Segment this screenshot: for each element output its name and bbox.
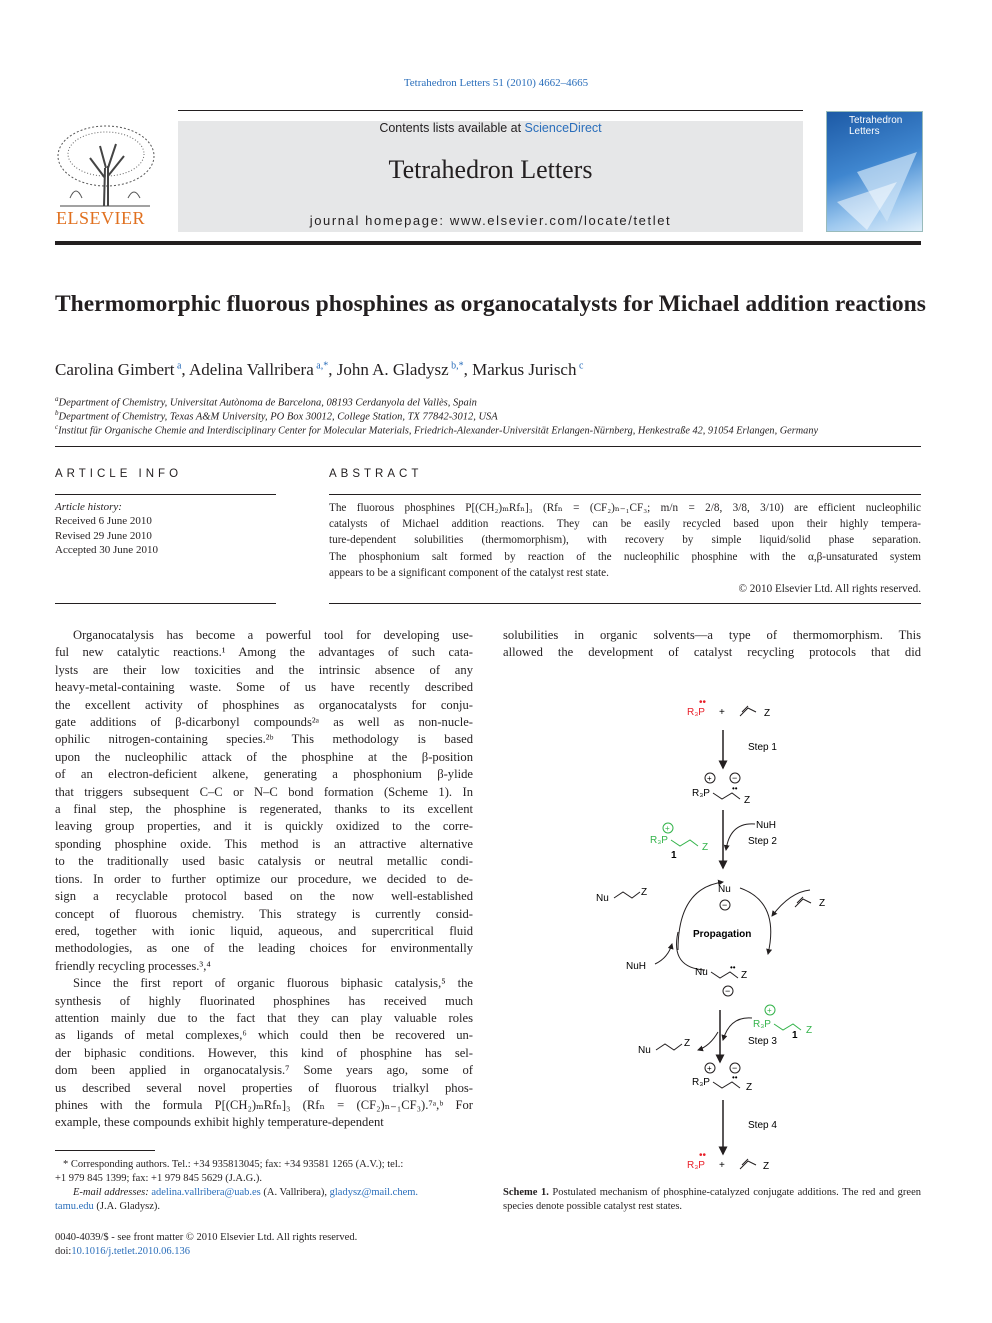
zwitterion-z: Z	[744, 795, 751, 806]
body-line: that triggers subsequent C–C or N–C bond formation (Scheme 1). In	[55, 784, 473, 799]
abstract-bottom-rule	[329, 603, 921, 604]
accepted-date: Accepted 30 June 2010	[55, 543, 158, 556]
header-top-rule	[178, 110, 803, 111]
body-line: concept of fluorous chemistry. This strategy is currently consid-	[55, 906, 473, 921]
email-addresses-2: tamu.edu (J.A. Gladysz).	[55, 1201, 160, 1212]
zwitterion2-r3p: R₃P	[692, 1077, 710, 1088]
affiliation-rule	[55, 446, 921, 447]
svg-text:+: +	[767, 1006, 772, 1015]
body-line: to the traditionally used basic catalysis or neutral metallic condi-	[55, 854, 473, 869]
revised-date: Revised 29 June 2010	[55, 529, 152, 542]
body-line: attention mainly due to the fact that they can play valuable roles	[55, 1010, 473, 1025]
author-mark[interactable]: b,*	[451, 360, 464, 372]
body-line: leaving group properties, and it is quickly oxidized to the corre-	[55, 819, 473, 834]
r3p-phosphine: R₃P	[687, 707, 705, 718]
article-history	[55, 500, 158, 557]
article-info-bottom-rule	[55, 603, 276, 604]
body-line: example, these compounds exhibit highly temperature-dependent	[55, 1115, 384, 1130]
body-line: ered, together with ionic liquid, aqueous, and supercritical fluid	[55, 923, 473, 938]
author-name: Adelina Vallribera	[188, 360, 314, 379]
body-line: of an electron-deficient alkene, generating a phosphonium β-ylide	[55, 767, 473, 782]
abstract-heading: ABSTRACT	[329, 468, 423, 480]
body-line: methodologies, as one of the leading choices for environmentally	[55, 941, 473, 956]
svg-text:+: +	[707, 774, 712, 783]
step3-green-z: Z	[806, 1025, 813, 1036]
svg-text:+: +	[707, 1064, 712, 1073]
body-line: Organocatalysis has become a powerful tool for developing use-	[73, 628, 473, 642]
author-name: Carolina Gimbert	[55, 360, 175, 379]
zwitterion-r3p: R₃P	[692, 788, 710, 799]
product-nu: Nu	[596, 893, 609, 904]
cycle-z-bottom: Z	[741, 970, 748, 981]
step3-product-nu: Nu	[638, 1045, 651, 1056]
body-line: us described several novel properties of fluorous trialkyl phos-	[55, 1080, 473, 1095]
issn-line: 0040-4039/$ - see front matter © 2010 Elsevier Ltd. All rights reserved.	[55, 1232, 358, 1243]
regenerated-z: Z	[763, 1161, 770, 1172]
green-r3p: R₃P	[650, 835, 668, 846]
cover-title-2: Letters	[849, 126, 880, 137]
author-mark[interactable]: a,*	[316, 360, 329, 372]
zwitterion2-z: Z	[746, 1082, 753, 1093]
affiliation-b: $^b$Department of Chemistry, Texas A&M University, PO Box 30012, College Station, TX 77842-3012, USA	[55, 409, 498, 423]
scheme-1-mechanism	[580, 692, 850, 1177]
svg-text:••: ••	[699, 1150, 707, 1161]
step3-green-r3p: R₃P	[753, 1019, 771, 1030]
lone-pair-dots: ••	[699, 697, 707, 708]
step4-label: Step 4	[748, 1120, 777, 1131]
body-left-column	[55, 627, 473, 1132]
body-line: upon the nucleophilic attack of the phosphine at the β-position	[55, 749, 473, 764]
abstract-text: The fluorous phosphines P[(CH₂)ₘRfₙ]₃ (Rfₙ = (CF₂)ₙ₋₁CF₃; m/n = 2/8, 3/8, 3/10) are efficient nucleophilic catalysts of Michael addition reactions. They can be easily recycled based upon their highly tempera- ture-dependent solubilities (thermomorphism), with recovery by simple liquid/solid phase separation. The phosphonium salt formed by reaction of the nucleophilic phosphine with the α,β-unsaturated system appears to be a significant component of the catalyst rest state. © 2010 Elsevier Ltd. All rights reserved.	[329, 500, 921, 597]
corresponding-author-note-2: +1 979 845 1399; fax: +1 979 845 5629 (J.A.G.).	[55, 1173, 262, 1184]
footnotes	[55, 1158, 473, 1214]
email-link-gladysz-domain[interactable]: tamu.edu	[55, 1201, 94, 1212]
plus-sign-2: +	[719, 1160, 725, 1171]
body-line: dom been applied in organocatalysis.⁷ Some years ago, some of	[55, 1063, 473, 1078]
product-z: Z	[641, 887, 648, 898]
sciencedirect-link[interactable]: ScienceDirect	[524, 121, 602, 135]
step1-label: Step 1	[748, 742, 777, 753]
received-date: Received 6 June 2010	[55, 515, 152, 528]
author-mark[interactable]: a	[176, 360, 182, 372]
author-mark[interactable]: c	[578, 360, 584, 372]
svg-text:−: −	[725, 986, 731, 996]
step2-nuh: NuH	[756, 820, 777, 831]
body-line: as ligands of metal complexes,⁶ which could then be recovered un-	[55, 1028, 473, 1043]
cycle-nu-bottom: Nu	[695, 967, 708, 978]
cycle-alkene-z: Z	[819, 898, 826, 909]
body-line: friendly recycling processes.³,⁴	[55, 958, 211, 973]
body-line: lysts are their low toxicities and the intrinsic absence of any	[55, 662, 473, 677]
body-line: heavy-metal-containing waste. Some of us have recently described	[55, 680, 473, 695]
propagation-label: Propagation	[693, 929, 752, 940]
step2-label: Step 2	[748, 836, 777, 847]
svg-text:−: −	[732, 1063, 738, 1073]
doi-link[interactable]: 10.1016/j.tetlet.2010.06.136	[71, 1246, 191, 1257]
svg-text:−: −	[722, 900, 728, 910]
body-line: synthesis of highly fluorinated phosphines has received much	[55, 993, 473, 1008]
svg-text:••: ••	[732, 1073, 738, 1082]
cycle-arrow-right	[740, 888, 771, 954]
doi-line: doi:10.1016/j.tetlet.2010.06.136	[55, 1246, 191, 1257]
body-line: ful new catalytic reactions.¹ Among the advantages of such cata-	[55, 645, 473, 660]
regenerated-r3p: R₃P	[687, 1160, 705, 1171]
cycle-nu-top: Nu	[718, 884, 731, 895]
body-line: sponding phosphine oxide. This method is an attractive alternative	[55, 836, 473, 851]
journal-citation[interactable]: Tetrahedron Letters 51 (2010) 4662–4665	[403, 77, 589, 89]
svg-text:••: ••	[732, 784, 738, 793]
svg-text:−: −	[732, 773, 738, 783]
elsevier-wordmark: ELSEVIER	[56, 208, 145, 228]
author-name: John A. Gladysz	[336, 360, 449, 379]
affiliation-a: $^a$Department of Chemistry, Universitat Autònoma de Barcelona, 08193 Cerdanyola del Vallès, Spain	[55, 395, 477, 409]
body-right-column	[503, 627, 921, 662]
author-name: Markus Jurisch	[472, 360, 577, 379]
scheme-caption: Scheme 1. Postulated mechanism of phosphine-catalyzed conjugate additions. The red and green species denote possible catalyst rest states.	[503, 1187, 921, 1212]
journal-cover-thumbnail	[826, 111, 923, 232]
journal-homepage[interactable]: journal homepage: www.elsevier.com/locate/tetlet	[309, 213, 672, 228]
body-line: gate additions of β-dicarbonyl compounds²ᵃ as well as non-nucle-	[55, 715, 473, 730]
affiliation-c: $^c$Institut für Organische Chemie and Interdisciplinary Center for Molecular Materials, Friedrich-Alexander-Universität Erlangen-Nürnberg, Henkestraße 42, 91054 Erlangen, Germany	[55, 423, 819, 437]
front-matter	[55, 1231, 495, 1259]
history-label: Article history:	[55, 501, 122, 513]
cover-title-1: Tetrahedron	[849, 115, 903, 126]
body-line: the excellent activity of phosphines as organocatalysts for conju-	[55, 697, 473, 712]
svg-text:••: ••	[730, 963, 736, 972]
plus-sign: +	[719, 707, 725, 718]
email-link-vallribera[interactable]: adelina.vallribera@uab.es	[151, 1187, 261, 1198]
step3-product-z: Z	[684, 1038, 691, 1049]
cycle-nuh: NuH	[626, 961, 647, 972]
email-link-gladysz[interactable]: gladysz@mail.chem.	[329, 1187, 419, 1198]
body-line: allowed the development of catalyst recycling protocols that did	[503, 645, 921, 660]
svg-text:+: +	[665, 824, 670, 833]
article-info-rule	[55, 494, 276, 495]
article-info-heading: ARTICLE INFO	[55, 468, 183, 480]
body-line: der biphasic conditions. However, this kind of phosphine has sel-	[55, 1045, 473, 1060]
author-list: Carolina Gimbert $^a$, Adelina Vallribera $^{a,*}$, John A. Gladysz $^{b,*}$, Markus Jurisch $^c$	[55, 360, 584, 379]
body-line: solubilities in organic solvents—a type of thermomorphism. This	[503, 628, 921, 642]
step3-label: Step 3	[748, 1036, 777, 1047]
green-z: Z	[702, 842, 709, 853]
step3-compound-1: 1	[792, 1030, 798, 1041]
paragraph-2	[55, 975, 473, 1132]
abstract-rule	[329, 494, 921, 495]
elsevier-tree-logo	[50, 118, 162, 210]
body-line: sign a recyclable protocol based on the now well-established	[55, 889, 473, 904]
email-addresses: E-mail addresses: adelina.vallribera@uab.es (A. Vallribera), gladysz@mail.chem.	[73, 1187, 419, 1198]
compound-1-label: 1	[671, 850, 677, 861]
corresponding-author-note: * Corresponding authors. Tel.: +34 935813045; fax: +34 93581 1265 (A.V.); tel.:	[63, 1159, 404, 1170]
z-group: Z	[764, 708, 771, 719]
header-bottom-rule	[55, 241, 921, 245]
body-line: a final step, the phosphine is regenerated, thanks to its excellent	[55, 802, 473, 817]
copyright: © 2010 Elsevier Ltd. All rights reserved.	[738, 583, 921, 596]
contents-available-line: Contents lists available at ScienceDirect	[379, 121, 602, 135]
body-line: ophilic nitrogen-containing species.²ᵇ This methodology is based	[55, 732, 473, 747]
caption-label[interactable]: Scheme 1.	[503, 1187, 549, 1198]
article-title: Thermomorphic fluorous phosphines as organocatalysts for Michael addition reactions	[55, 291, 926, 317]
paragraph-1	[55, 627, 473, 975]
footnote-rule	[55, 1150, 155, 1151]
body-line: phines with the formula P[(CH₂)ₘRfₙ]₃ (Rfₙ = (CF₂)ₙ₋₁CF₃).⁷ᵃ,ᵇ For	[55, 1097, 473, 1112]
journal-title: Tetrahedron Letters	[388, 155, 593, 184]
body-line: tions. In order to further optimize our procedure, we decided to de-	[55, 871, 473, 886]
body-line: Since the first report of organic fluorous biphasic catalysis,⁵ the	[73, 976, 473, 991]
